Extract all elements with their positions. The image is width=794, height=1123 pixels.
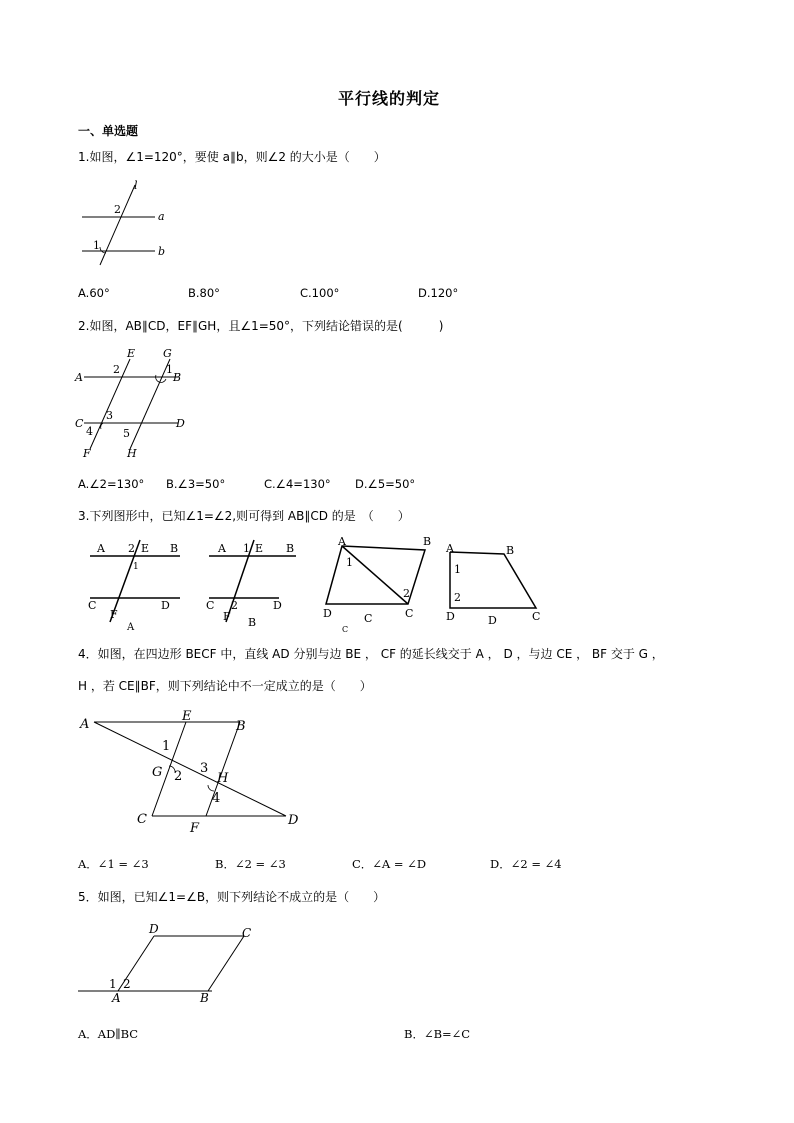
label-D: D	[161, 599, 170, 612]
angle-2: 2	[128, 542, 135, 555]
angle-1: 1	[133, 562, 139, 572]
label-B: B	[173, 371, 182, 384]
label-A: A	[80, 717, 90, 732]
angle-3: 3	[200, 761, 209, 776]
label-B: B	[506, 544, 515, 557]
q1-option-d[interactable]: D.120°	[418, 286, 459, 300]
angle-2: 2	[231, 599, 238, 612]
label-C: C	[532, 610, 541, 623]
angle-1: 1	[243, 542, 250, 555]
label-F: F	[110, 608, 118, 621]
angle-2: 2	[454, 591, 461, 604]
label-C: C	[242, 926, 252, 940]
question-1-stem: 1.如图，∠1=120°，要使 a∥b，则∠2 的大小是（ ）	[78, 150, 386, 164]
label-D2: D	[488, 614, 497, 627]
angle-1: 1	[166, 363, 173, 376]
label-A: A	[446, 542, 454, 555]
label-B: B	[170, 542, 179, 555]
angle-1: 1	[346, 556, 353, 569]
label-B: B	[236, 719, 246, 734]
question-4-stem-line2: H ，若 CE∥BF，则下列结论中不一定成立的是（ ）	[78, 679, 372, 693]
page-title: 平行线的判定	[338, 89, 441, 108]
question-3-figure-a[interactable]	[82, 538, 192, 633]
question-4-stem-line1: 4．如图，在四边形 BECF 中，直线 AD 分别与边 BE ， CF 的延长线交于 A ， D ，与边 CE ， BF 交于 G ，	[78, 647, 664, 661]
label-D: D	[176, 417, 185, 430]
q1-option-a[interactable]: A.60°	[78, 286, 110, 300]
label-C: C	[405, 607, 414, 620]
label-B: B	[286, 542, 295, 555]
angle-1: 1	[109, 977, 117, 991]
label-A: A	[338, 535, 346, 548]
angle-4: 4	[212, 791, 221, 806]
angle-1: 1	[162, 739, 171, 754]
question-3-stem: 3.下列图形中，已知∠1=∠2,则可得到 AB∥CD 的是 （ ）	[78, 509, 410, 523]
q2-option-d[interactable]: D.∠5=50°	[355, 477, 416, 491]
angle-2: 2	[113, 363, 120, 376]
angle-2: 2	[403, 587, 410, 600]
label-D: D	[446, 610, 455, 623]
label-C: C	[88, 599, 97, 612]
label-b: b	[158, 245, 166, 258]
angle-1: 1	[93, 239, 100, 252]
label-A: A	[112, 991, 121, 1005]
q4-option-a[interactable]: A．∠1 = ∠3	[78, 857, 149, 871]
question-3-figure-b[interactable]	[204, 538, 304, 628]
angle-5: 5	[123, 427, 130, 440]
label-C: C	[206, 599, 215, 612]
choice-A: A	[127, 622, 135, 633]
label-A: A	[75, 371, 83, 384]
label-E: E	[182, 709, 192, 724]
q2-option-c[interactable]: C.∠4=130°	[264, 477, 331, 491]
question-5-stem: 5．如图，已知∠1=∠B，则下列结论不成立的是（ ）	[78, 890, 386, 904]
label-a: a	[158, 210, 165, 223]
label-l: l	[134, 179, 138, 192]
label-B: B	[200, 991, 209, 1005]
angle-1: 1	[454, 563, 461, 576]
q5-option-a[interactable]: A．AD∥BC	[78, 1027, 139, 1041]
q4-option-b[interactable]: B．∠2 = ∠3	[215, 857, 286, 871]
label-D: D	[273, 599, 282, 612]
section-heading: 一、单选题	[78, 124, 139, 138]
label-E: E	[127, 347, 136, 360]
label-H: H	[217, 771, 229, 786]
question-5-figure	[72, 918, 262, 1008]
label-E: E	[141, 542, 150, 555]
label-G: G	[152, 765, 163, 780]
label-C: C	[75, 417, 84, 430]
label-D: D	[323, 607, 332, 620]
label-C2: C	[364, 612, 373, 625]
label-H: H	[127, 447, 137, 460]
q5-option-b[interactable]: B．∠B=∠C	[404, 1027, 471, 1041]
question-2-stem: 2.如图，AB∥CD，EF∥GH，且∠1=50°，下列结论错误的是( )	[78, 319, 444, 333]
angle-3: 3	[106, 409, 113, 422]
label-B2: B	[248, 616, 257, 629]
label-G: G	[163, 347, 172, 360]
choice-C: C	[342, 625, 349, 634]
label-D: D	[288, 813, 299, 828]
q1-option-b[interactable]: B.80°	[188, 286, 220, 300]
label-C: C	[137, 812, 147, 827]
label-A: A	[218, 542, 226, 555]
q2-option-b[interactable]: B.∠3=50°	[166, 477, 226, 491]
label-A: A	[97, 542, 105, 555]
q4-option-d[interactable]: D．∠2 = ∠4	[490, 857, 562, 871]
question-2-figure	[70, 345, 200, 460]
angle-4: 4	[86, 425, 93, 438]
label-E: E	[255, 542, 264, 555]
question-4-figure	[72, 708, 312, 843]
label-F: F	[83, 447, 91, 460]
q1-option-c[interactable]: C.100°	[300, 286, 340, 300]
q2-option-a[interactable]: A.∠2=130°	[78, 477, 145, 491]
angle-2: 2	[123, 977, 131, 991]
angle-2: 2	[114, 203, 121, 216]
label-F: F	[190, 821, 200, 836]
question-1-figure	[70, 175, 180, 270]
question-3-figure-d[interactable]	[442, 540, 552, 630]
label-F: F	[223, 610, 231, 623]
label-B: B	[423, 535, 432, 548]
q4-option-c[interactable]: C．∠A = ∠D	[352, 857, 427, 871]
label-D: D	[149, 922, 159, 936]
question-3-figure-c[interactable]	[320, 536, 435, 636]
angle-2: 2	[174, 769, 183, 784]
